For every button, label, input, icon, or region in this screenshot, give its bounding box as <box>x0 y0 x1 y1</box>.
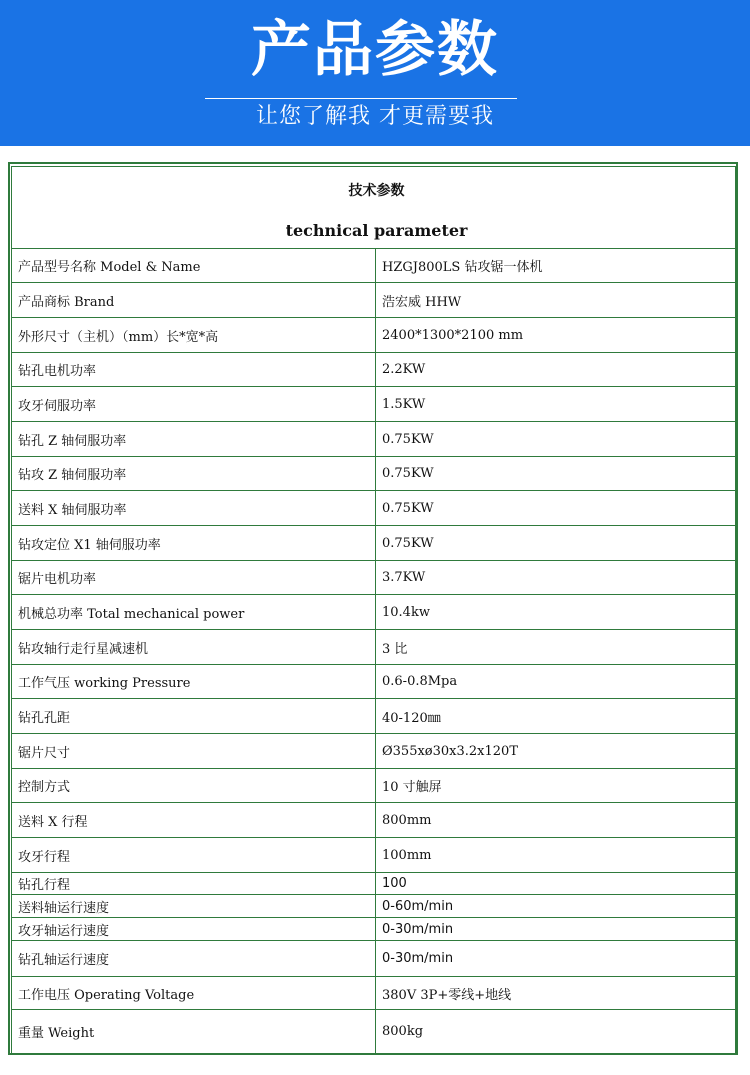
row-label: 钻孔孔距 <box>12 699 376 734</box>
row-label: 外形尺寸（主机）（mm）长*宽*高 <box>12 318 376 353</box>
row-value: 10.4kw <box>376 595 736 630</box>
row-value: 2.2KW <box>376 353 736 387</box>
row-value: 0.75KW <box>376 526 736 561</box>
banner-divider <box>205 98 517 99</box>
row-label: 攻牙轴运行速度 <box>12 918 376 941</box>
table-row <box>12 1010 736 1054</box>
banner <box>0 0 750 146</box>
table-row <box>12 699 736 734</box>
row-label: 钻孔行程 <box>12 873 376 895</box>
row-label: 钻攻定位 X1 轴伺服功率 <box>12 526 376 561</box>
table-row <box>12 526 736 561</box>
table-row <box>12 803 736 838</box>
row-value: 0-30m/min <box>376 941 736 977</box>
row-value: 0.75KW <box>376 457 736 491</box>
parameter-table <box>11 166 736 1054</box>
banner-title: 产品参数 <box>251 15 499 85</box>
row-value: 2400*1300*2100 mm <box>376 318 736 353</box>
row-label: 重量 Weight <box>12 1010 376 1054</box>
row-value: 1.5KW <box>376 387 736 422</box>
row-label: 控制方式 <box>12 769 376 803</box>
row-value: 800kg <box>376 1010 736 1054</box>
table-row <box>12 977 736 1010</box>
banner-subtitle: 让您了解我 才更需要我 <box>256 104 494 129</box>
row-label: 钻攻 Z 轴伺服功率 <box>12 457 376 491</box>
row-value: 0.75KW <box>376 422 736 457</box>
table-row <box>12 734 736 769</box>
row-label: 钻孔轴运行速度 <box>12 941 376 977</box>
table-row <box>12 838 736 873</box>
table-row <box>12 387 736 422</box>
row-value: 380V 3P+零线+地线 <box>376 977 736 1010</box>
row-value: 100mm <box>376 838 736 873</box>
row-label: 钻孔电机功率 <box>12 353 376 387</box>
table-row <box>12 457 736 491</box>
row-value: 3.7KW <box>376 561 736 595</box>
table-row <box>12 665 736 699</box>
row-label: 攻牙伺服功率 <box>12 387 376 422</box>
row-value: 0.6-0.8Mpa <box>376 665 736 699</box>
row-label: 送料 X 行程 <box>12 803 376 838</box>
row-label: 工作气压 working Pressure <box>12 665 376 699</box>
table-row <box>12 941 736 977</box>
table-row <box>12 353 736 387</box>
table-row <box>12 769 736 803</box>
row-label: 锯片电机功率 <box>12 561 376 595</box>
row-value: 0-30m/min <box>376 918 736 941</box>
row-value: 0.75KW <box>376 491 736 526</box>
row-value: 0-60m/min <box>376 895 736 918</box>
row-label: 机械总功率 Total mechanical power <box>12 595 376 630</box>
table-row <box>12 873 736 895</box>
row-value: 浩宏威 HHW <box>376 283 736 318</box>
row-value: 10 寸触屏 <box>376 769 736 803</box>
header-en: technical parameter <box>285 220 468 240</box>
row-value: HZGJ800LS 钻攻锯一体机 <box>376 249 736 283</box>
table-row <box>12 895 736 918</box>
table-row <box>12 630 736 665</box>
table-row <box>12 491 736 526</box>
row-label: 工作电压 Operating Voltage <box>12 977 376 1010</box>
row-value: 100 <box>376 873 736 895</box>
table-row <box>12 595 736 630</box>
row-label: 锯片尺寸 <box>12 734 376 769</box>
table-row <box>12 249 736 283</box>
row-value: Ø355xø30x3.2x120T <box>376 734 736 769</box>
table-row <box>12 918 736 941</box>
row-label: 攻牙行程 <box>12 838 376 873</box>
row-value: 3 比 <box>376 630 736 665</box>
table-row <box>12 422 736 457</box>
row-value: 40-120㎜ <box>376 699 736 734</box>
header-cn: 技术参数 <box>348 182 405 199</box>
row-label: 钻孔 Z 轴伺服功率 <box>12 422 376 457</box>
table-row <box>12 318 736 353</box>
row-label: 产品商标 Brand <box>12 283 376 318</box>
row-label: 钻攻轴行走行星减速机 <box>12 630 376 665</box>
table-row <box>12 561 736 595</box>
row-value: 800mm <box>376 803 736 838</box>
row-label: 送料轴运行速度 <box>12 895 376 918</box>
table-header <box>12 167 736 249</box>
table-row <box>12 283 736 318</box>
row-label: 送料 X 轴伺服功率 <box>12 491 376 526</box>
row-label: 产品型号名称 Model & Name <box>12 249 376 283</box>
